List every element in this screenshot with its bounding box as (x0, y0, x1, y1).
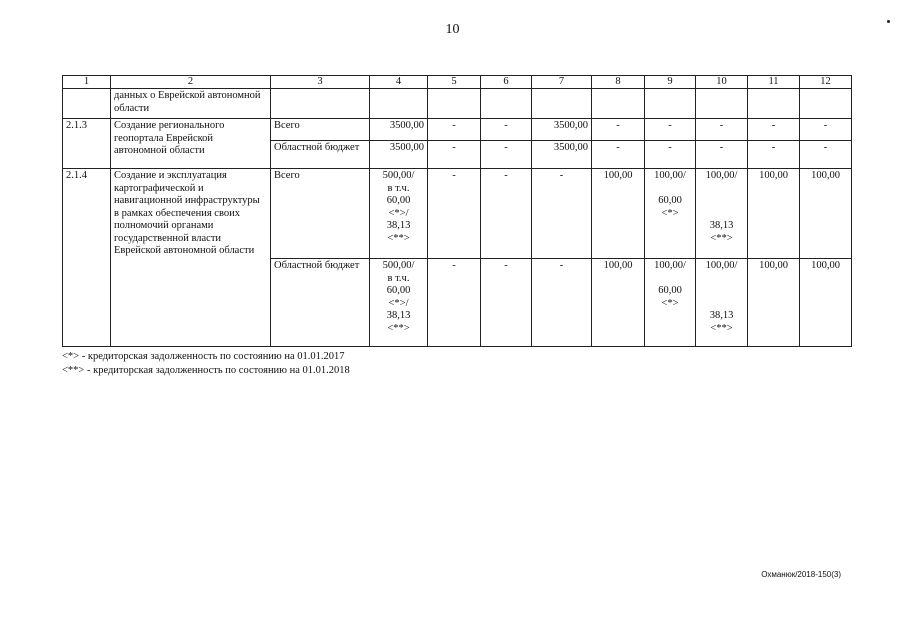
value-cell: 100,00 (592, 169, 645, 259)
column-number-row (63, 76, 852, 89)
value-cell: 100,00/ 60,00 <*> (645, 169, 696, 259)
value-cell: 100,00/ 38,13 <**> (696, 169, 748, 259)
col-header: 2 (111, 76, 271, 89)
table-row (63, 169, 852, 259)
value-cell: - (481, 259, 532, 347)
funding-source: Областной бюджет (271, 259, 370, 347)
value-cell: 100,00 (748, 259, 800, 347)
col-header: 1 (63, 76, 111, 89)
value-cell: - (481, 141, 532, 169)
value-cell: - (748, 141, 800, 169)
col-header: 9 (645, 76, 696, 89)
table-row (63, 119, 852, 141)
value-cell: - (696, 119, 748, 141)
row-name: данных о Еврейской автономной области (111, 89, 271, 119)
value-cell: 100,00 (748, 169, 800, 259)
footnote-1: <*> - кредиторская задолженность по состоянию на 01.01.2017 (62, 351, 345, 362)
table-row (63, 89, 852, 119)
value-cell: - (748, 119, 800, 141)
value-cell: - (800, 119, 852, 141)
value-cell: - (645, 141, 696, 169)
funding-source: Всего (271, 119, 370, 141)
value-cell: 3500,00 (532, 119, 592, 141)
value-cell: - (428, 259, 481, 347)
value-cell: 100,00 (800, 169, 852, 259)
value-cell: - (592, 141, 645, 169)
col-header: 10 (696, 76, 748, 89)
value-cell: 3500,00 (370, 141, 428, 169)
value-cell: 100,00/ 38,13 <**> (696, 259, 748, 347)
value-cell: - (696, 141, 748, 169)
page-number: 10 (445, 22, 460, 37)
row-name: Создание регионального геопортала Еврейской автономной области (111, 119, 271, 169)
value-cell: - (428, 119, 481, 141)
col-header: 11 (748, 76, 800, 89)
value-cell: 100,00 (800, 259, 852, 347)
value-cell: - (645, 119, 696, 141)
col-header: 4 (370, 76, 428, 89)
col-header: 5 (428, 76, 481, 89)
funding-source: Всего (271, 169, 370, 259)
value-cell: - (532, 169, 592, 259)
value-cell: 100,00/ 60,00 <*> (645, 259, 696, 347)
value-cell: 500,00/ в т.ч. 60,00 <*>/ 38,13 <**> (370, 259, 428, 347)
row-name: Создание и эксплуатация картографической и навигационной инфраструктуры в рамках обеспечения своих полномочий органами государственной власти Еврейской автономной области (111, 169, 271, 347)
value-cell: 3500,00 (532, 141, 592, 169)
col-header: 7 (532, 76, 592, 89)
col-header: 8 (592, 76, 645, 89)
row-number (63, 89, 111, 119)
row-number: 2.1.4 (63, 169, 111, 347)
funding-source: Областной бюджет (271, 141, 370, 169)
value-cell: - (428, 141, 481, 169)
value-cell: - (481, 169, 532, 259)
value-cell: - (481, 119, 532, 141)
col-header: 6 (481, 76, 532, 89)
document-stamp: Охманюк/2018-150(3) (761, 570, 841, 579)
value-cell: - (532, 259, 592, 347)
page-mark (887, 20, 890, 23)
footnote-2: <**> - кредиторская задолженность по состоянию на 01.01.2018 (62, 365, 350, 376)
value-cell: - (428, 169, 481, 259)
col-header: 3 (271, 76, 370, 89)
value-cell: 500,00/ в т.ч. 60,00 <*>/ 38,13 <**> (370, 169, 428, 259)
value-cell: 3500,00 (370, 119, 428, 141)
value-cell: 100,00 (592, 259, 645, 347)
col-header: 12 (800, 76, 852, 89)
budget-table (62, 75, 852, 347)
value-cell: - (800, 141, 852, 169)
value-cell: - (592, 119, 645, 141)
row-number: 2.1.3 (63, 119, 111, 169)
